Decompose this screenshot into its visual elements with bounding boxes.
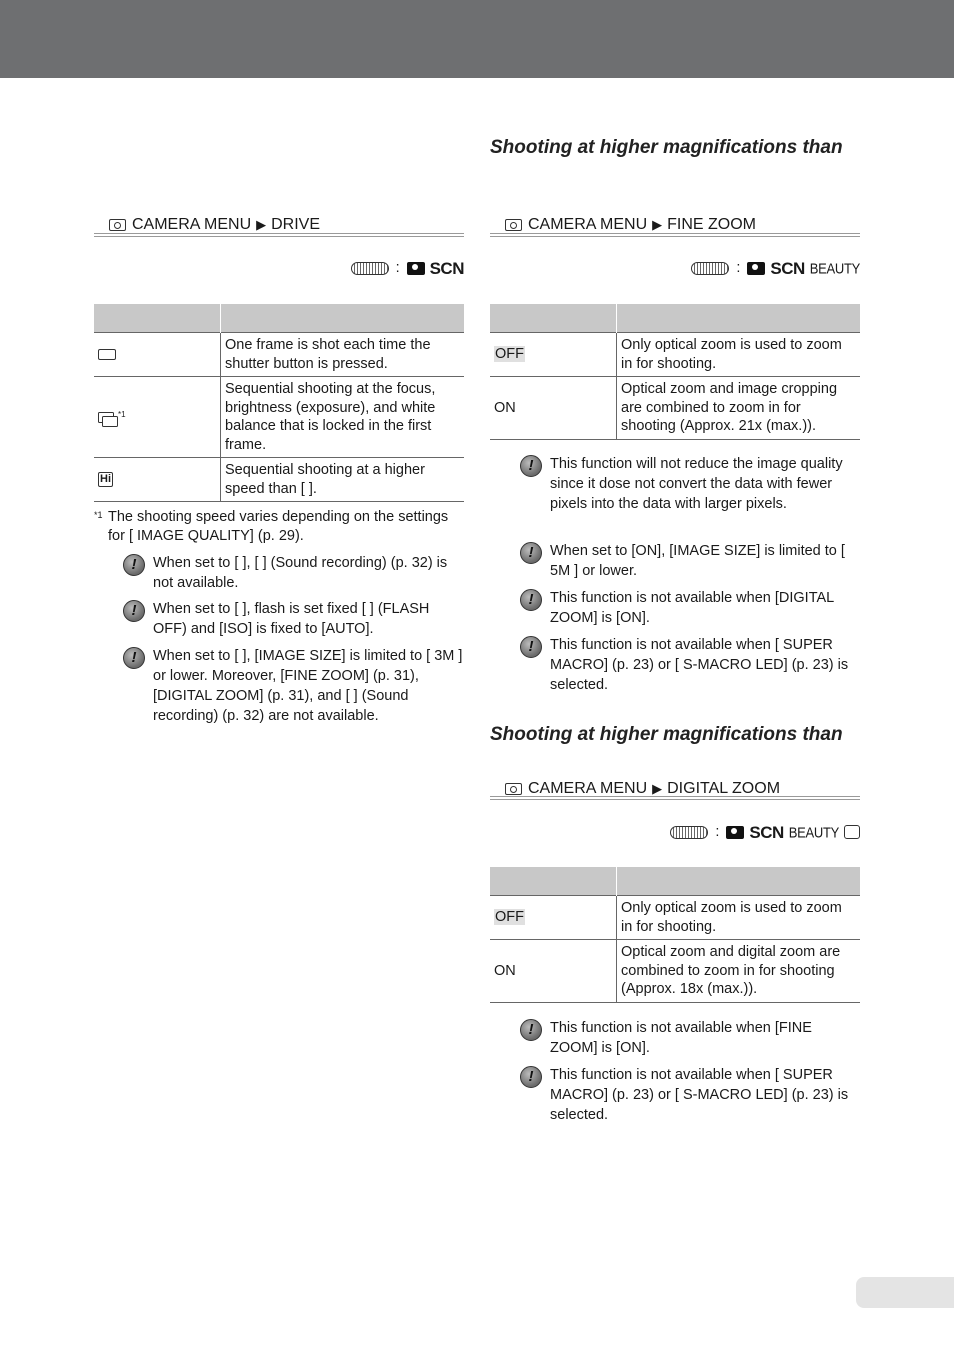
menu-label: CAMERA MENU (528, 216, 648, 233)
scn-mode-label: SCN (749, 822, 784, 842)
single-shot-icon (98, 349, 116, 360)
table-row (94, 458, 464, 502)
mode-dial-icon (351, 262, 389, 275)
divider (490, 796, 860, 800)
arrow-right-icon: ▶ (256, 217, 267, 232)
menu-item-label: FINE ZOOM (667, 216, 757, 233)
section-heading: Shooting at higher magnifications than (490, 137, 843, 158)
digital-zoom-note (520, 1018, 850, 1058)
camera-mode-icon (747, 262, 765, 275)
digital-zoom-note (520, 1065, 850, 1125)
digital-zoom-table (490, 867, 860, 1003)
caution-icon: ! (520, 1066, 542, 1088)
option-off-label: OFF (495, 346, 524, 363)
fine-zoom-note (520, 635, 850, 695)
fine-zoom-note (520, 541, 850, 581)
menu-item-label: DIGITAL ZOOM (667, 780, 781, 797)
arrow-right-icon: ▶ (652, 217, 663, 232)
table-header-cell (490, 304, 617, 333)
note-text: When set to [ON], [IMAGE SIZE] is limited to [ 5M ] or lower. (550, 543, 845, 579)
table-cell-option (94, 458, 221, 502)
camera-mode-icon (407, 262, 425, 275)
note-text: This function will not reduce the image quality since it dose not convert the data with fewer pixels into the data with larger pixels. (550, 456, 843, 512)
option-off-label: OFF (495, 909, 524, 926)
fine-zoom-table (490, 304, 860, 440)
drive-note (123, 599, 463, 639)
mode-dial-icon (691, 262, 729, 275)
table-row (94, 377, 464, 458)
caution-icon: ! (520, 455, 542, 477)
note-text: When set to [ ], [IMAGE SIZE] is limited to [ 3M ] or lower. Moreover, [FINE ZOOM] (p. 31), [DIGITAL ZOOM] (p. 31), and [ ] (Sound recording) (p. 32) are not available. (153, 648, 463, 724)
beauty-mode-label: BEAUTY (809, 259, 860, 277)
table-header-row (490, 867, 860, 896)
table-cell-option (490, 333, 617, 377)
table-row (490, 896, 860, 940)
table-cell-desc: Optical zoom and digital zoom are combined to zoom in for shooting (Approx. 18x (max.)). (617, 940, 861, 1003)
divider (94, 233, 464, 237)
table-header-cell (221, 304, 465, 333)
drive-note (123, 646, 463, 726)
table-row (490, 333, 860, 377)
digital-zoom-shooting-modes (620, 822, 860, 842)
drive-shooting-modes (300, 258, 464, 278)
table-row (490, 940, 860, 1003)
table-row (490, 377, 860, 440)
colon: : (736, 259, 741, 276)
footnote-marker: *1 (94, 510, 103, 520)
footnote-marker: *1 (118, 409, 126, 419)
drive-note (123, 553, 463, 593)
drive-footnote (94, 508, 464, 545)
sequential-shot-icon (98, 412, 118, 426)
footnote-text: The shooting speed varies depending on the settings for [ IMAGE QUALITY] (p. 29). (108, 509, 449, 544)
header-bar (0, 0, 954, 78)
table-cell-option: ON (490, 940, 617, 1003)
note-text: This function is not available when [DIGITAL ZOOM] is [ON]. (550, 590, 834, 626)
table-cell-desc: One frame is shot each time the shutter button is pressed. (221, 333, 465, 377)
caution-icon: ! (520, 1019, 542, 1041)
drive-table (94, 304, 464, 502)
note-text: This function is not available when [ SUPER MACRO] (p. 23) or [ S-MACRO LED] (p. 23) is selected. (550, 637, 849, 693)
fine-zoom-menu-path (505, 216, 756, 234)
arrow-right-icon: ▶ (652, 781, 663, 796)
note-text: This function is not available when [ SUPER MACRO] (p. 23) or [ S-MACRO LED] (p. 23) is selected. (550, 1067, 849, 1123)
note-text: When set to [ ], flash is set fixed [ ] (FLASH OFF) and [ISO] is fixed to [AUTO]. (153, 601, 430, 637)
fine-zoom-note (520, 454, 850, 514)
table-header-row (94, 304, 464, 333)
table-cell-option (490, 896, 617, 940)
high-speed-sequential-icon: Hi (100, 472, 111, 485)
section-heading: Shooting at higher magnifications than (490, 724, 843, 745)
table-cell-desc: Sequential shooting at a higher speed than [ ]. (221, 458, 465, 502)
caution-icon: ! (520, 542, 542, 564)
fine-zoom-note (520, 588, 850, 628)
table-header-cell (490, 867, 617, 896)
table-header-cell (617, 304, 861, 333)
caution-icon: ! (123, 554, 145, 576)
camera-mode-icon (726, 826, 744, 839)
menu-label: CAMERA MENU (132, 216, 252, 233)
page-number-tab (856, 1277, 954, 1308)
caution-icon: ! (123, 647, 145, 669)
table-cell-option (94, 333, 221, 377)
table-header-cell (94, 304, 221, 333)
table-cell-desc: Only optical zoom is used to zoom in for shooting. (617, 333, 861, 377)
colon: : (715, 823, 720, 840)
table-header-cell (617, 867, 861, 896)
table-row (94, 333, 464, 377)
scn-mode-label: SCN (429, 258, 464, 278)
note-text: When set to [ ], [ ] (Sound recording) (p. 32) is not available. (153, 555, 448, 591)
table-cell-option: ON (490, 377, 617, 440)
table-cell-desc: Only optical zoom is used to zoom in for shooting. (617, 896, 861, 940)
caution-icon: ! (123, 600, 145, 622)
divider (490, 233, 860, 237)
caution-icon: ! (520, 636, 542, 658)
note-text: This function is not available when [FINE ZOOM] is [ON]. (550, 1020, 812, 1056)
menu-label: CAMERA MENU (528, 780, 648, 797)
movie-mode-icon (844, 825, 860, 839)
mode-dial-icon (670, 826, 708, 839)
scn-mode-label: SCN (770, 258, 805, 278)
drive-menu-path (109, 216, 320, 234)
camera-menu-icon (505, 783, 522, 795)
colon: : (395, 259, 400, 276)
table-cell-desc: Optical zoom and image cropping are combined to zoom in for shooting (Approx. 21x (max.)). (617, 377, 861, 440)
table-cell-option (94, 377, 221, 458)
camera-menu-icon (109, 219, 126, 231)
camera-menu-icon (505, 219, 522, 231)
beauty-mode-label: BEAUTY (788, 823, 839, 841)
table-header-row (490, 304, 860, 333)
caution-icon: ! (520, 589, 542, 611)
fine-zoom-shooting-modes (640, 258, 860, 278)
menu-item-label: DRIVE (271, 216, 321, 233)
table-cell-desc: Sequential shooting at the focus, brightness (exposure), and white balance that is locked in the first frame. (221, 377, 465, 458)
